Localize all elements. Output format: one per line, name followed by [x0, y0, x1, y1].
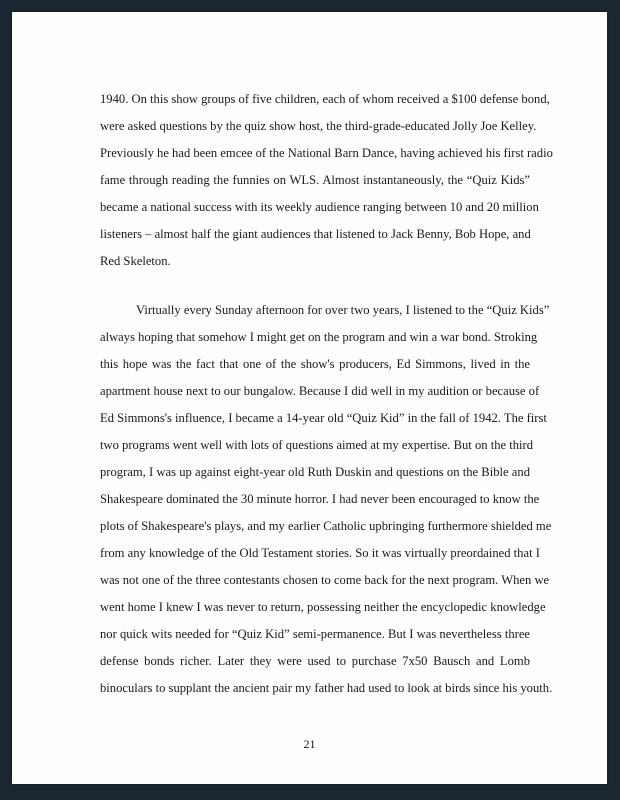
text-line: Red Skeleton. — [100, 254, 171, 268]
text-line: 1940. On this show groups of five children, each of whom received a $100 defense bond, — [100, 92, 550, 106]
document-page — [12, 12, 607, 784]
text-line: was not one of the three contestants chosen to come back for the next program. When we — [100, 573, 550, 587]
text-line — [100, 702, 530, 729]
text-line: always hoping that somehow I might get on the program and win a war bond. Stroking — [100, 330, 538, 344]
text-line: defense bonds richer. Later they were used to purchase 7x50 Bausch and Lomb — [100, 654, 530, 668]
text-line: from any knowledge of the Old Testament stories. So it was virtually preordained that I — [100, 546, 540, 560]
text-line: went home I knew I was never to return, possessing neither the encyclopedic knowledge — [100, 600, 546, 614]
text-line: nor quick wits needed for “Quiz Kid” semi-permanence. But I was nevertheless three — [100, 627, 530, 641]
text-line: Virtually every Sunday afternoon for over two years, I listened to the “Quiz Kids” — [136, 303, 550, 317]
text-line: plots of Shakespeare's plays, and my earlier Catholic upbringing furthermore shielded me — [100, 519, 552, 533]
text-line: this hope was the fact that one of the show's producers, Ed Simmons, lived in the — [100, 357, 530, 371]
text-line: became a national success with its weekly audience ranging between 10 and 20 million — [100, 200, 539, 214]
text-line: two programs went well with lots of questions aimed at my expertise. But on the third — [100, 438, 534, 452]
text-line: Ed Simmons's influence, I became a 14-year old “Quiz Kid” in the fall of 1942. The first — [100, 411, 547, 425]
text-line: apartment house next to our bungalow. Because I did well in my audition or because of — [100, 384, 540, 398]
text-line: Shakespeare dominated the 30 minute horror. I had never been encouraged to know the — [100, 492, 540, 506]
paragraph-2 — [100, 297, 553, 729]
page-number: 21 — [303, 737, 316, 751]
text-line: fame through reading the funnies on WLS. Almost instantaneously, the “Quiz Kids” — [100, 173, 530, 187]
text-line: were asked questions by the quiz show host, the third-grade-educated Jolly Joe Kelley. — [100, 119, 537, 133]
text-line: program, I was up against eight-year old Ruth Duskin and questions on the Bible and — [100, 465, 530, 479]
paragraph-1 — [100, 86, 553, 275]
text-line: listeners – almost half the giant audiences that listened to Jack Benny, Bob Hope, and — [100, 227, 531, 241]
text-line: binoculars to supplant the ancient pair my father had used to look at birds since his youth. — [100, 681, 553, 695]
text-line: Previously he had been emcee of the National Barn Dance, having achieved his first radio — [100, 146, 553, 160]
